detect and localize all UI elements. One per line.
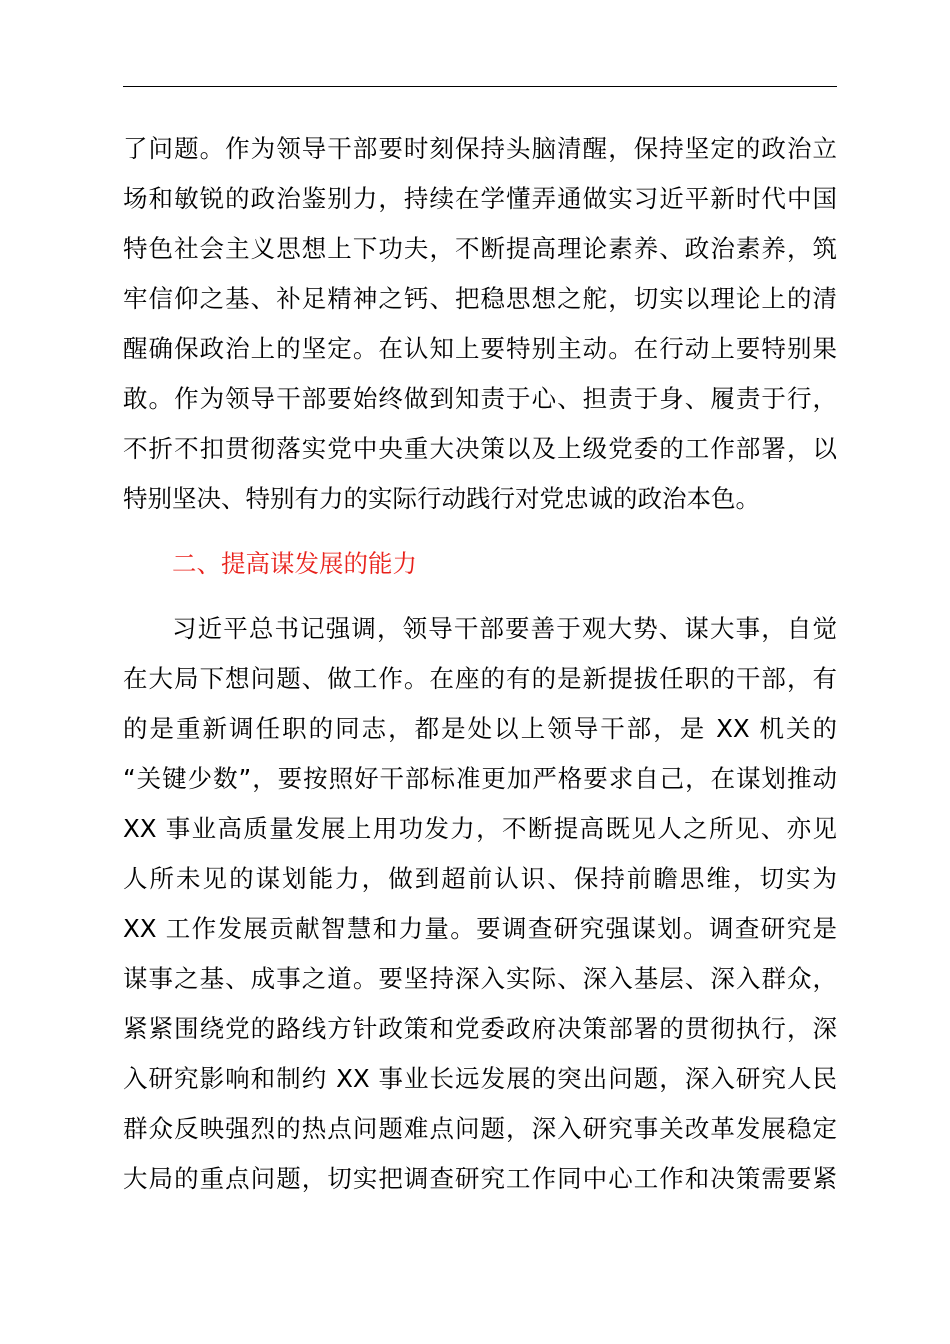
- paragraph-line: 敢。作为领导干部要始终做到知责于心、担责于身、履责于行，: [123, 384, 837, 413]
- paragraph-line: 特色社会主义思想上下功夫，不断提高理论素养、政治素养，筑: [123, 234, 837, 263]
- paragraph-line: 群众反映强烈的热点问题难点问题，深入研究事关改革发展稳定: [123, 1114, 837, 1143]
- paragraph-line: 在大局下想问题、做工作。在座的有的是新提拔任职的干部，有: [123, 664, 837, 693]
- paragraph-line: 紧紧围绕党的路线方针政策和党委政府决策部署的贯彻执行，深: [123, 1014, 837, 1043]
- paragraph-line: 了问题。作为领导干部要时刻保持头脑清醒，保持坚定的政治立: [123, 134, 837, 163]
- paragraph-line: 特别坚决、特别有力的实际行动践行对党忠诚的政治本色。: [123, 484, 760, 513]
- paragraph-line: XX 事业高质量发展上用功发力，不断提高既见人之所见、亦见: [123, 814, 837, 843]
- paragraph-line: 不折不扣贯彻落实党中央重大决策以及上级党委的工作部署，以: [123, 434, 837, 463]
- paragraph-line: 习近平总书记强调，领导干部要善于观大势、谋大事，自觉: [172, 614, 837, 643]
- section-heading: 二、提高谋发展的能力: [172, 549, 417, 578]
- paragraph-line: 入研究影响和制约 XX 事业长远发展的突出问题，深入研究人民: [123, 1064, 837, 1093]
- paragraph-line: 醒确保政治上的坚定。在认知上要特别主动。在行动上要特别果: [123, 334, 837, 363]
- paragraph-line: “关键少数”，要按照好干部标准更加严格要求自己，在谋划推动: [123, 764, 837, 793]
- paragraph-line: 场和敏锐的政治鉴别力，持续在学懂弄通做实习近平新时代中国: [123, 184, 837, 213]
- paragraph-line: XX 工作发展贡献智慧和力量。要调查研究强谋划。调查研究是: [123, 914, 837, 943]
- paragraph-line: 人所未见的谋划能力，做到超前认识、保持前瞻思维，切实为: [123, 864, 837, 893]
- paragraph-line: 大局的重点问题，切实把调查研究工作同中心工作和决策需要紧: [123, 1164, 837, 1193]
- paragraph-line: 谋事之基、成事之道。要坚持深入实际、深入基层、深入群众，: [123, 964, 837, 993]
- header-rule: [123, 86, 837, 87]
- paragraph-line: 的是重新调任职的同志，都是处以上领导干部，是 XX 机关的: [123, 714, 837, 743]
- paragraph-line: 牢信仰之基、补足精神之钙、把稳思想之舵，切实以理论上的清: [123, 284, 837, 313]
